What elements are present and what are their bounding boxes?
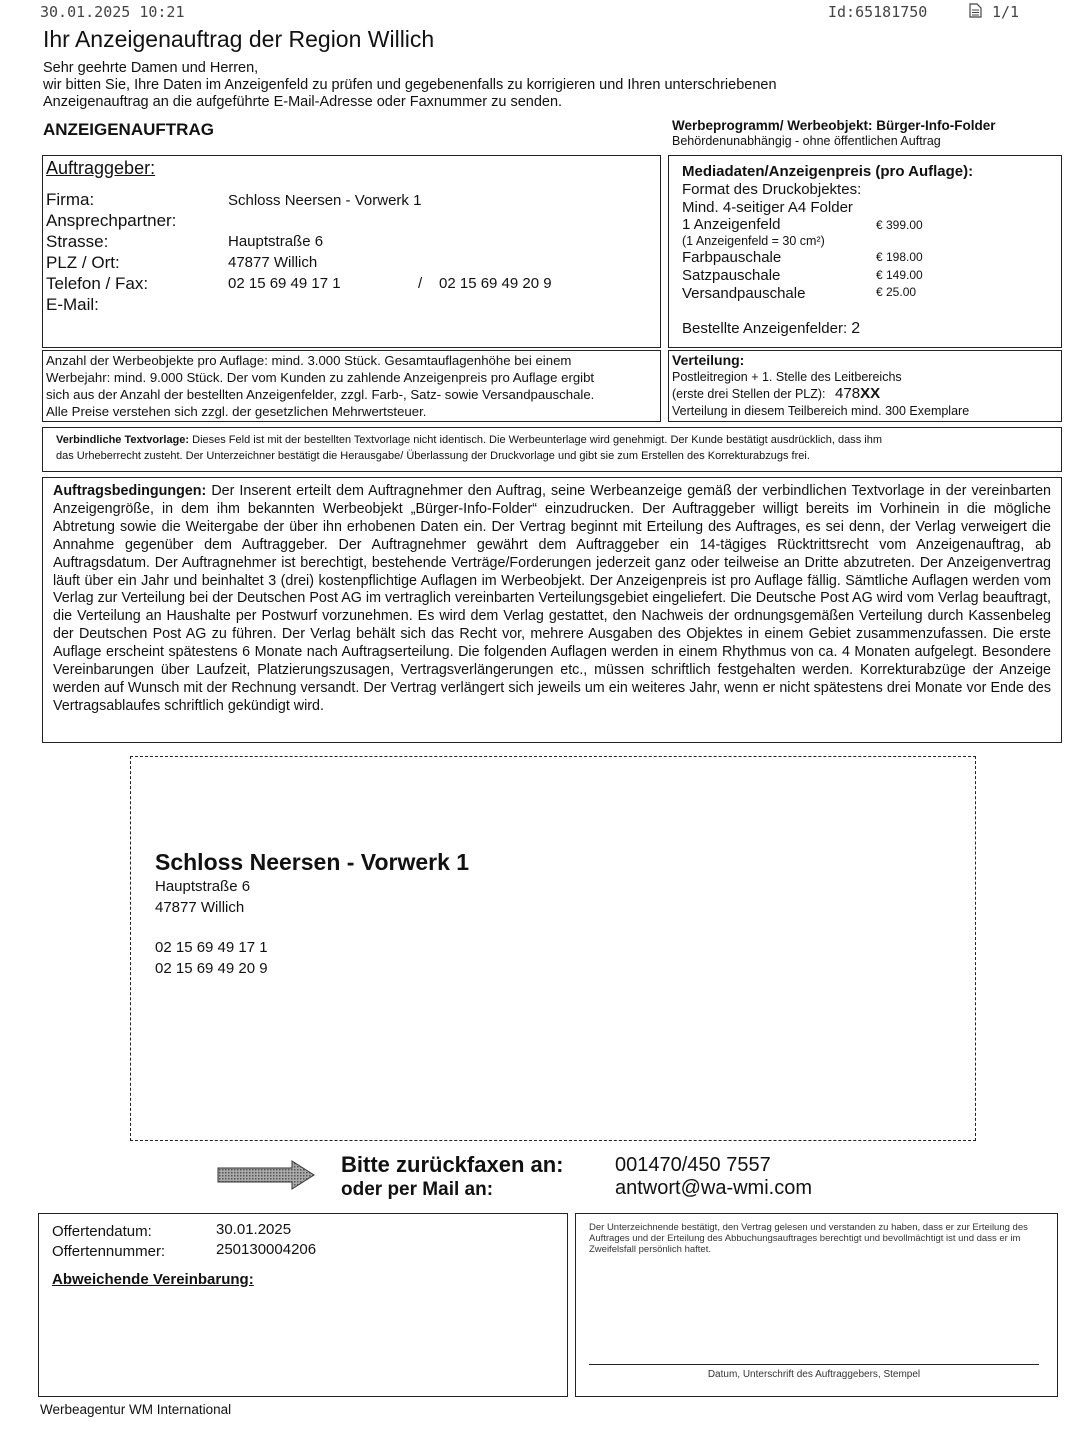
textvorlage-text1: Dieses Feld ist mit der bestellten Textvorlage nicht identisch. Die Werbeunterlage wird genehmigt. Der Kunde bestätigt ausdrücklich, dass ihm	[192, 434, 883, 446]
mediadaten-heading: Mediadaten/Anzeigenpreis (pro Auflage):	[682, 163, 974, 180]
ad-fax: 02 15 69 49 20 9	[155, 960, 268, 977]
textvorlage-text	[56, 432, 1048, 464]
mail-address[interactable]: antwort@wa-wmi.com	[615, 1177, 813, 1199]
email-label: E-Mail:	[46, 295, 99, 314]
verteilung-heading: Verteilung:	[672, 352, 745, 368]
offerte-box	[38, 1213, 568, 1397]
firma-label: Firma:	[46, 190, 95, 209]
satzpauschale-label: Satzpauschale	[682, 267, 781, 284]
auftraggeber-heading: Auftraggeber:	[46, 158, 156, 178]
textvorlage-box	[42, 427, 1062, 472]
format-value: Mind. 4-seitiger A4 Folder	[682, 199, 853, 216]
firma-value: Schloss Neersen - Vorwerk 1	[228, 192, 422, 209]
page-title: Ihr Anzeigenauftrag der Region Willich	[43, 26, 435, 52]
print-datetime: 30.01.2025 10:21	[40, 3, 185, 21]
versandpauschale-label: Versandpauschale	[682, 285, 806, 302]
offertennummer-label: Offertennummer:	[52, 1243, 166, 1260]
document-id: Id:65181750	[828, 3, 928, 21]
verteilung-line: Verteilung in diesem Teilbereich mind. 300 Exemplare	[672, 404, 970, 418]
anzeigenfeld-note: (1 Anzeigenfeld = 30 cm²)	[682, 234, 825, 248]
bestellte-felder-value: 2	[851, 320, 861, 337]
bestellte-felder	[682, 320, 860, 338]
offertennummer-value: 250130004206	[216, 1241, 317, 1258]
plz-label: PLZ / Ort:	[46, 253, 120, 272]
ad-company-name: Schloss Neersen - Vorwerk 1	[155, 849, 470, 875]
signature-box	[575, 1213, 1058, 1397]
bedingungen-label: Auftragsbedingungen:	[53, 483, 207, 499]
textvorlage-label: Verbindliche Textvorlage:	[56, 434, 190, 446]
versandpauschale-price: € 25.00	[876, 285, 917, 299]
intro-text	[43, 60, 777, 111]
fax-label: Bitte zurückfaxen an:	[341, 1152, 564, 1177]
ad-city: 47877 Willich	[155, 899, 245, 916]
anzahl-line: Werbejahr: mind. 9.000 Stück. Der vom Kunden zu zahlende Anzeigenpreis pro Auflage ergibt	[46, 370, 595, 385]
anzahl-text	[46, 352, 657, 420]
verteilung-plz	[672, 385, 1058, 403]
signature-declaration: Der Unterzeichnende bestätigt, den Vertrag gelesen und verstanden zu haben, dass er zur Erteilung des Auftrages und der Erteilung des Abbuchungsauftrages berechtigt und bevollmächtigt ist und dass er im Zweifelsfall persönlich haftet.	[589, 1222, 1028, 1255]
textvorlage-text2: das Urheberrecht zusteht. Der Unterzeichner bestätigt die Herausgabe/ Überlassung der Druckvorlage und gibt sie zum Erstellen des Korrekturabzugs frei.	[56, 450, 810, 462]
plz-value: 47877 Willich	[228, 254, 318, 271]
mediadaten-box	[668, 155, 1062, 348]
ansprechpartner-label: Ansprechpartner:	[46, 211, 177, 230]
mail-label: oder per Mail an:	[341, 1179, 494, 1200]
farbpauschale-label: Farbpauschale	[682, 249, 782, 266]
signature-caption: Datum, Unterschrift des Auftraggebers, Stempel	[707, 1369, 921, 1380]
strasse-value: Hauptstraße 6	[228, 233, 324, 250]
bedingungen-box	[42, 477, 1062, 743]
ad-preview-frame	[130, 756, 976, 1141]
telefon-label: Telefon / Fax:	[46, 274, 149, 293]
auftraggeber-box	[42, 155, 661, 348]
anzahl-box	[42, 350, 661, 422]
fax-number: 001470/450 7557	[615, 1154, 771, 1176]
verteilung-box	[668, 350, 1062, 422]
plz-prefix: 478	[835, 385, 861, 402]
anzahl-line: Anzahl der Werbeobjekte pro Auflage: mind. 3.000 Stück. Gesamtauflagenhöhe bei einem	[46, 353, 572, 368]
offertendatum-label: Offertendatum:	[52, 1223, 152, 1240]
intro-line: Anzeigenauftrag an die aufgeführte E-Mail-Adresse oder Faxnummer zu senden.	[43, 94, 563, 110]
abweichende-vereinbarung: Abweichende Vereinbarung:	[52, 1271, 254, 1288]
intro-line: wir bitten Sie, Ihre Daten im Anzeigenfeld zu prüfen und gegebenenfalls zu korrigieren und Ihren unterschriebenen	[43, 77, 777, 93]
arrow-right-icon	[216, 1160, 316, 1190]
strasse-label: Strasse:	[46, 232, 109, 251]
verteilung-line: Postleitregion + 1. Stelle des Leitbereichs	[672, 370, 902, 384]
anzeigenfeld-label: 1 Anzeigenfeld	[682, 216, 781, 233]
farbpauschale-price: € 198.00	[876, 250, 923, 264]
anzeigenfeld-price: € 399.00	[876, 218, 923, 232]
ad-street: Hauptstraße 6	[155, 878, 251, 895]
satzpauschale-price: € 149.00	[876, 268, 923, 282]
anzahl-line: Alle Preise verstehen sich zzgl. der gesetzlichen Mehrwertsteuer.	[46, 404, 427, 419]
intro-line: Sehr geehrte Damen und Herren,	[43, 60, 259, 76]
anzahl-line: sich aus der Anzahl der bestellten Anzeigenfelder, zzgl. Farb-, Satz- sowie Versandpauschale.	[46, 387, 595, 402]
plz-suffix: XX	[860, 385, 881, 402]
page-icon	[969, 3, 982, 18]
verteilung-plz-label: (erste drei Stellen der PLZ):	[672, 387, 826, 401]
werbeprogramm-subtitle: Behördenunabhängig - ohne öffentlichen Auftrag	[672, 134, 941, 148]
werbeprogramm-title: Werbeprogramm/ Werbeobjekt: Bürger-Info-Folder	[672, 118, 996, 133]
telefon-value: 02 15 69 49 17 1	[228, 275, 341, 292]
bestellte-felder-label: Bestellte Anzeigenfelder:	[682, 320, 848, 337]
section-title: ANZEIGENAUFTRAG	[43, 120, 214, 139]
ad-phone: 02 15 69 49 17 1	[155, 939, 268, 956]
footer-agency: Werbeagentur WM International	[40, 1402, 232, 1417]
offertendatum-value: 30.01.2025	[216, 1221, 292, 1238]
signature-line[interactable]	[589, 1364, 1039, 1365]
format-label: Format des Druckobjektes:	[682, 181, 862, 198]
bedingungen-text	[53, 483, 1051, 716]
bedingungen-body: Der Inserent erteilt dem Auftragnehmer den Auftrag, seine Werbeanzeige gemäß der verbindlichen Textvorlage in der vereinbarten Anzeigengröße, in dem ihm bekannten Werbeobjekt „Bürger-Info-Folder“ einzudrucken. Der Auftraggeber willigt bereits im Vorhinein in die mögliche Abtretung sowie die Weitergabe der über ihn erhobenen Daten ein. Der Vertrag beginnt mit Erteilung des Auftrages, es sei denn, der Verlag verweigert die Annahme gegenüber dem Auftraggeber. Der Auftragnehmer gewährt dem Auftraggeber ein 14-tägiges Rücktrittsrecht vom Anzeigenauftrag, ab Auftragsdatum. Der Auftragnehmer ist berechtigt, bestehende Verträge/Forderungen jederzeit ganz oder teilweise an Dritte abzutreten. Der Anzeigenvertrag läuft über ein Jahr und beinhaltet 3 (drei) kostenpflichtige Auflagen im Werbeobjekt. Der Anzeigenpreis ist pro Auflage fällig. Sämtliche Auflagen werden vom Verlag zur Verteilung bei der Deutschen Post AG im vertraglich vereinbarten Verteilungsgebiet eingeliefert. Die Deutsche Post AG wird vom Verlag beauftragt, die Verteilung an Haushalte per Postwurf vorzunehmen. Es wird dem Verlag gestattet, den Nachweis der ordnungsgemäßen Verteilung durch Kassenbeleg der Deutschen Post AG zu führen. Der Verlag behält sich das Recht vor, mehrere Ausgaben des Objektes in einem Gebiet zusammenzufassen. Die erste Auflage erscheint spätestens 6 Monate nach Auftragserteilung. Die folgenden Auflagen werden in einem Rhythmus von ca. 4 Monaten aufgelegt. Besondere Vereinbarungen über Laufzeit, Platzierungszusagen, Vertragsverlängerungen etc., müssen schriftlich festgehalten werden. Korrekturabzüge der Anzeige werden auf Wunsch mit der Rechnung versandt. Der Vertrag verlängert sich jeweils um ein weiteres Jahr, wenn er nicht spätestens drei Monate vor Ende des Vertragsablaufes schriftlich gekündigt wird.	[53, 483, 1051, 714]
slash-separator: /	[418, 275, 423, 292]
fax-value: 02 15 69 49 20 9	[439, 275, 552, 292]
page-number: 1/1	[992, 3, 1020, 21]
